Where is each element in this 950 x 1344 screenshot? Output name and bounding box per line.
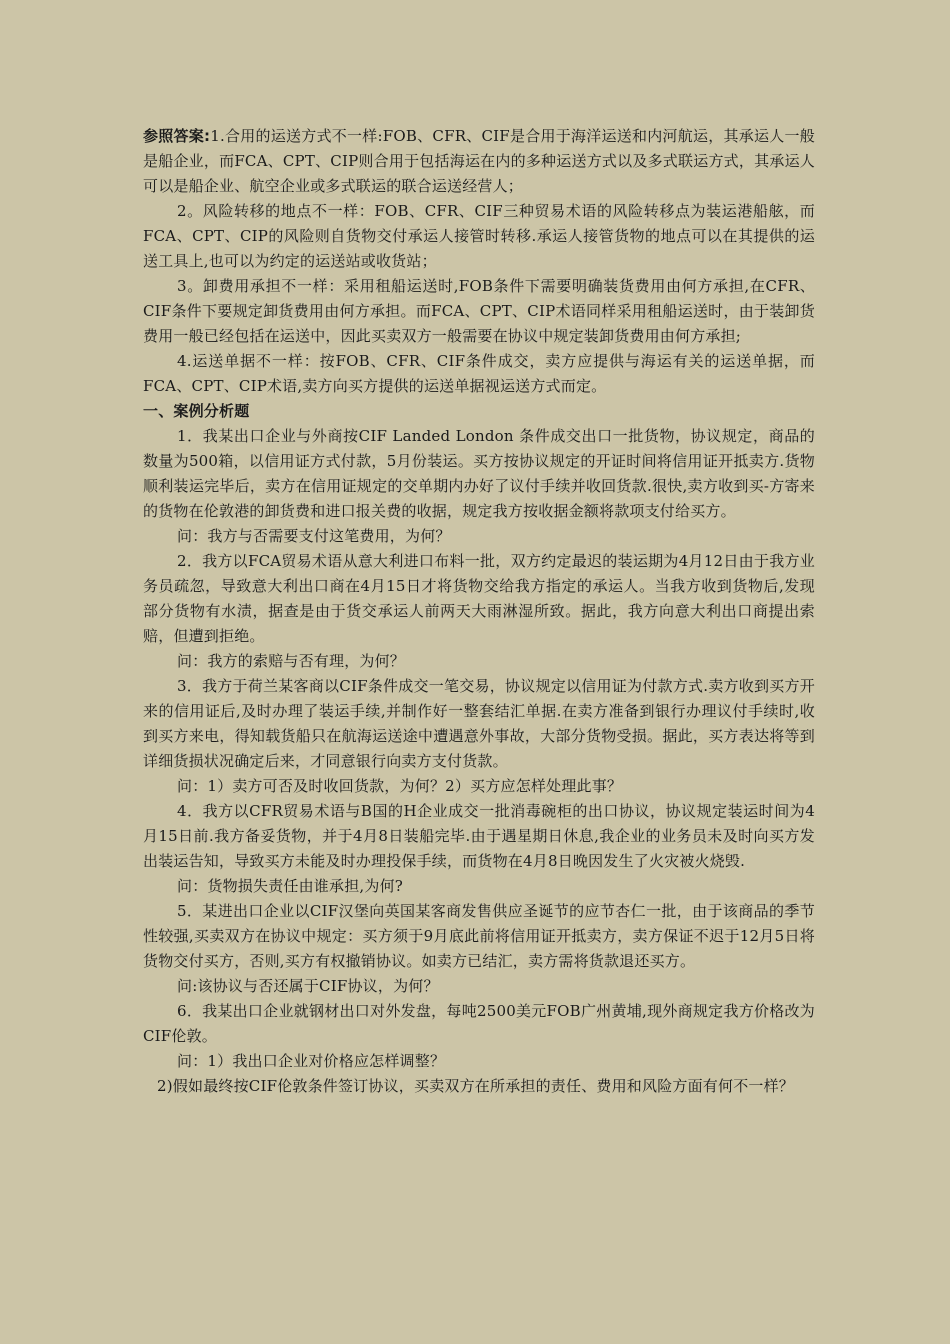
case-5-question: 问:该协议与否还属于CIF协议，为何？ bbox=[177, 977, 439, 995]
case-4-text: 4．我方以CFR贸易术语与B国的H企业成交一批消毒碗柜的出口协议，协议规定装运时间为4月15日前.我方备妥货物，并于4月8日装船完毕.由于遇星期日休息,我企业的业务员未及时向买方发出装运告知，导致买方未能及时办理投保手续，而货物在4月8日晚因发生了火灾被火烧毁. bbox=[143, 802, 815, 870]
case-1-text: 1．我某出口企业与外商按CIF Landed London 条件成交出口一批货物，协议规定，商品的数量为500箱，以信用证方式付款，5月份装运。买方按协议规定的开证时间将信用证开抵卖方.货物顺利装运完毕后，卖方在信用证规定的交单期内办好了议付手续并收回货款.很快,卖方收到买-方寄来的货物在伦敦港的卸货费和进口报关费的收据，规定我方按收据金额将款项支付给买方。 bbox=[143, 427, 815, 520]
reference-answer-paragraph-3: 3。卸费用承担不一样：采用租船运送时,FOB条件下需要明确装货费用由何方承担,在CFR、CIF条件下要规定卸货费用由何方承担。而FCA、CPT、CIP术语同样采用租船运送时，由于装卸货费用一般已经包括在运送中，因此买卖双方一般需要在协议中规定装卸货费用由何方承担; bbox=[143, 277, 815, 345]
document-body bbox=[143, 124, 815, 1099]
case-4-question: 问：货物损失责任由谁承担,为何? bbox=[177, 877, 404, 895]
case-3-question: 问：1）卖方可否及时收回货款，为何？2）买方应怎样处理此事？ bbox=[177, 777, 623, 795]
case-6-question-2: 2)假如最终按CIF伦敦条件签订协议，买卖双方在所承担的责任、费用和风险方面有何不一样？ bbox=[157, 1077, 795, 1095]
case-6-question: 问：1）我出口企业对价格应怎样调整？ bbox=[177, 1052, 446, 1070]
case-2-question: 问：我方的索赔与否有理，为何？ bbox=[177, 652, 406, 670]
section-heading: 一、案例分析题 bbox=[143, 402, 250, 420]
reference-answer-paragraph-4: 4.运送单据不一样：按FOB、CFR、CIF条件成交，卖方应提供与海运有关的运送单据，而FCA、CPT、CIP术语,卖方向买方提供的运送单据视运送方式而定。 bbox=[143, 352, 815, 395]
case-1-question: 问：我方与否需要支付这笔费用，为何？ bbox=[177, 527, 451, 545]
reference-answer-paragraph-2: 2。风险转移的地点不一样：FOB、CFR、CIF三种贸易术语的风险转移点为装运港船舷，而FCA、CPT、CIP的风险则自货物交付承运人接管时转移.承运人接管货物的地点可以在其提供的运送工具上,也可以为约定的运送站或收货站； bbox=[143, 202, 815, 270]
case-5-text: 5．某进出口企业以CIF汉堡向英国某客商发售供应圣诞节的应节杏仁一批，由于该商品的季节性较强,买卖双方在协议中规定：买方须于9月底此前将信用证开抵卖方，卖方保证不迟于12月5日将货物交付买方，否则,买方有权撤销协议。如卖方已结汇，卖方需将货款退还买方。 bbox=[143, 902, 815, 970]
case-2-text: 2．我方以FCA贸易术语从意大利进口布料一批，双方约定最迟的装运期为4月12日由于我方业务员疏忽，导致意大利出口商在4月15日才将货物交给我方指定的承运人。当我方收到货物后,发现部分货物有水渍，据查是由于货交承运人前两天大雨淋湿所致。据此，我方向意大利出口商提出索赔，但遭到拒绝。 bbox=[143, 552, 815, 645]
reference-answer-label: 参照答案: bbox=[143, 127, 211, 145]
reference-answer-paragraph-1 bbox=[143, 124, 815, 199]
case-3-text: 3．我方于荷兰某客商以CIF条件成交一笔交易，协议规定以信用证为付款方式.卖方收到买方开来的信用证后,及时办理了装运手续,并制作好一整套结汇单据.在卖方准备到银行办理议付手续时,收到买方来电，得知载货船只在航海运送途中遭遇意外事故，大部分货物受损。据此，买方表达将等到详细货损状况确定后来，才同意银行向卖方支付货款。 bbox=[143, 677, 815, 770]
reference-answer-text-1: 1.合用的运送方式不一样:FOB、CFR、CIF是合用于海洋运送和内河航运，其承运人一般是船企业，而FCA、CPT、CIP则合用于包括海运在内的多种运送方式以及多式联运方式，其承运人可以是船企业、航空企业或多式联运的联合运送经营人； bbox=[143, 127, 815, 195]
case-6-text: 6．我某出口企业就钢材出口对外发盘，每吨2500美元FOB广州黄埔,现外商规定我方价格改为CIF伦敦。 bbox=[143, 1002, 815, 1045]
